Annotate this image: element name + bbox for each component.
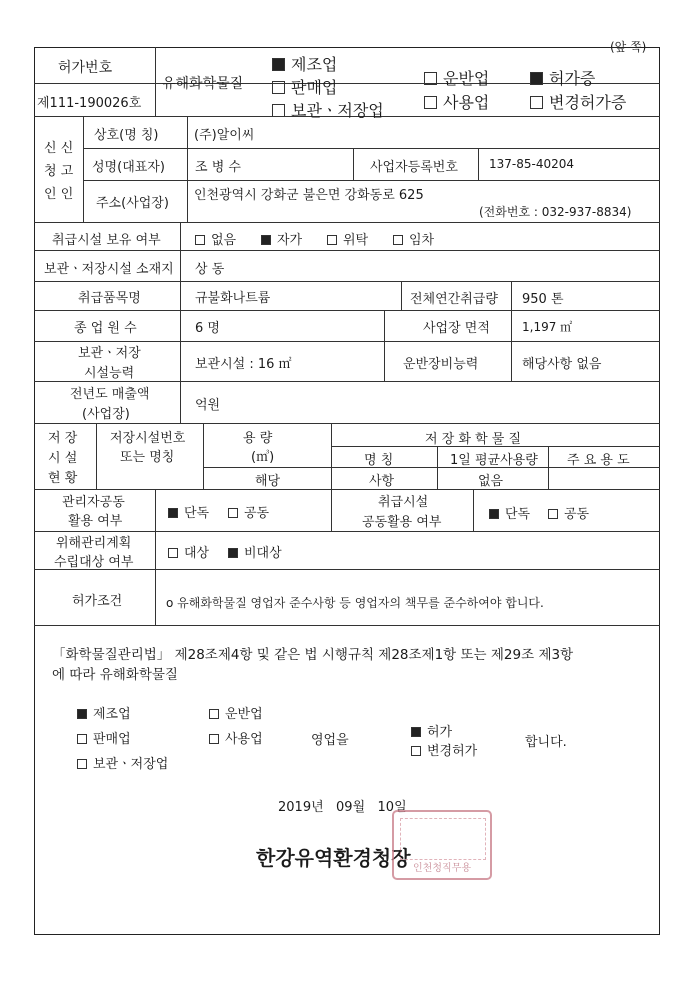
statement-sales (77, 728, 131, 747)
rule (187, 116, 188, 222)
checkbox (393, 235, 403, 245)
checkbox (228, 508, 238, 518)
checkbox (77, 759, 87, 769)
official-seal (392, 810, 492, 880)
permit-number: 제111-190026호 (37, 96, 142, 111)
item-label: 취급품목명 (78, 291, 141, 306)
annual-amount-label: 전체연간취급량 (410, 292, 498, 307)
rule (34, 625, 660, 626)
plan-non-target (228, 542, 282, 561)
checkbox-label: 운반업 (443, 69, 490, 88)
statement-permit (411, 721, 452, 740)
statement-line-2: 에 따라 유해화학물질 (52, 667, 178, 683)
plan-label-2: 수립대상 여부 (54, 555, 134, 570)
checkbox-label: 변경허가 (427, 744, 478, 759)
business-type-use (424, 90, 489, 113)
manager-share-solo (168, 502, 209, 521)
row-text-3: 없음 (478, 474, 504, 489)
area-label: 사업장 면적 (423, 321, 490, 336)
rule (473, 489, 474, 531)
checkbox-label: 제조업 (291, 55, 338, 74)
checkbox (77, 734, 87, 744)
row-text-1: 해당 (255, 474, 281, 489)
facility-no-header-1: 저장시설번호 (110, 431, 186, 446)
checkbox-label: 판매업 (291, 78, 338, 97)
conditions-text: o 유해화학물질 영업자 준수사항 등 영업자의 책무를 준수하여야 합니다. (166, 596, 544, 610)
rule (83, 180, 660, 181)
checkbox (489, 509, 499, 519)
checkbox (411, 746, 421, 756)
storage-location-label: 보관ㆍ저장시설 소재지 (44, 262, 174, 277)
storage-side-1: 저 장 (48, 431, 78, 446)
checkbox (168, 548, 178, 558)
ownership-lease (393, 229, 434, 248)
statement-manufacture (77, 703, 131, 722)
checkbox-label: 공동 (244, 506, 270, 521)
checkbox-label: 보관ㆍ저장업 (93, 757, 169, 772)
address-label: 주소(사업장) (96, 196, 169, 211)
rule (155, 489, 156, 569)
chem-use-header: 주 요 용 도 (567, 453, 630, 468)
checkbox (77, 709, 87, 719)
checkbox-label: 보관ㆍ저장업 (291, 101, 384, 120)
rule (511, 281, 512, 310)
ownership-own (261, 229, 302, 248)
checkbox-label: 없음 (211, 233, 237, 248)
substance-label: 유해화학물질 (162, 76, 244, 92)
manager-share-label-2: 활용 여부 (68, 514, 123, 529)
statement-change-permit (411, 740, 477, 759)
checkbox-label: 허가증 (549, 69, 596, 88)
rule (34, 310, 660, 311)
storage-capacity-value: 보관시설 : 16 ㎡ (195, 357, 292, 372)
ownership-consign (327, 229, 368, 248)
rule (203, 423, 204, 489)
statement-transport (209, 703, 263, 722)
transport-label: 운반장비능력 (403, 357, 479, 372)
rule (437, 446, 438, 489)
company-value: (주)알이씨 (194, 128, 255, 143)
ownership-none (195, 229, 236, 248)
statement-line-1: 「화학물질관리법」 제28조제4항 및 같은 법 시행규칙 제28조제1항 또는 제29조 제3항 (52, 647, 574, 663)
checkbox (424, 72, 437, 85)
cert-type-permit (530, 66, 595, 89)
statement-storage (77, 753, 168, 772)
plan-target (168, 542, 209, 561)
rule (34, 423, 660, 424)
permit-number-label: 허가번호 (58, 60, 113, 76)
rule (155, 569, 156, 625)
capacity-header-1: 용 량 (243, 431, 273, 446)
checkbox (530, 72, 543, 85)
facility-share-solo (489, 503, 530, 522)
rule (34, 489, 660, 490)
seal-text: 인천청직무용 (413, 863, 471, 874)
chem-header: 저 장 화 학 물 질 (425, 432, 522, 447)
rule (34, 250, 660, 251)
phone-value: (전화번호 : 032-937-8834) (479, 205, 632, 219)
rule (155, 47, 156, 116)
checkbox (272, 104, 285, 117)
seal-inner-border (400, 818, 486, 860)
checkbox (530, 96, 543, 109)
bizno-label: 사업자등록번호 (370, 160, 458, 175)
statement-business-word: 영업을 (311, 733, 349, 748)
checkbox (272, 58, 285, 71)
representative-label: 성명(대표자) (92, 160, 165, 175)
rule (34, 222, 660, 223)
facility-share-label-2: 공동활용 여부 (362, 515, 442, 530)
checkbox-label: 변경허가증 (549, 93, 627, 112)
rule (331, 489, 332, 531)
business-type-storage (272, 98, 384, 121)
checkbox (261, 235, 271, 245)
issue-date: 2019년 09월 10일 (278, 800, 407, 815)
rule (384, 310, 385, 381)
rule (83, 116, 84, 222)
storage-side-3: 현 황 (48, 471, 78, 486)
rule (511, 310, 512, 381)
rule (401, 281, 402, 310)
sales-value: 억원 (195, 398, 221, 413)
rule (96, 423, 97, 489)
business-type-transport (424, 66, 489, 89)
company-label: 상호(명 칭) (94, 128, 159, 143)
checkbox-label: 위탁 (343, 233, 369, 248)
manager-share-label-1: 관리자공동 (62, 495, 125, 510)
item-value: 규불화나트륨 (195, 291, 271, 306)
checkbox (228, 548, 238, 558)
address-value: 인천광역시 강화군 불은면 강화동로 625 (194, 188, 424, 203)
storage-location-value: 상 동 (195, 262, 225, 277)
checkbox-label: 운반업 (225, 707, 263, 722)
checkbox-label: 사용업 (225, 732, 263, 747)
checkbox-label: 공동 (564, 507, 590, 522)
checkbox-label: 대상 (184, 546, 210, 561)
checkbox (195, 235, 205, 245)
checkbox-label: 제조업 (93, 707, 131, 722)
rule (34, 381, 660, 382)
checkbox-label: 자가 (277, 233, 303, 248)
rule (83, 148, 660, 149)
cert-type-change (530, 90, 626, 113)
checkbox-label: 사용업 (443, 93, 490, 112)
page-side-label: (앞 쪽) (610, 40, 647, 54)
ownership-label: 취급시설 보유 여부 (52, 233, 161, 248)
capacity-header-2: (㎥) (251, 450, 275, 465)
checkbox-label: 허가 (427, 725, 453, 740)
business-type-manufacture (272, 52, 337, 75)
issuer-name: 한강유역환경청장 (256, 846, 411, 870)
rule (180, 222, 181, 423)
employees-value: 6 명 (195, 321, 220, 336)
facility-share-joint (548, 503, 589, 522)
checkbox (168, 508, 178, 518)
business-type-sales (272, 75, 337, 98)
statement-use (209, 728, 263, 747)
manager-share-joint (228, 502, 269, 521)
sales-label-1: 전년도 매출액 (70, 387, 150, 402)
checkbox-label: 임차 (409, 233, 435, 248)
rule (478, 148, 479, 180)
facility-share-label-1: 취급시설 (378, 495, 429, 510)
annual-amount-value: 950 톤 (522, 292, 564, 307)
rule (331, 423, 332, 489)
rule (34, 281, 660, 282)
checkbox (411, 727, 421, 737)
representative-value: 조 병 수 (195, 160, 241, 175)
plan-label-1: 위해관리계획 (56, 536, 132, 551)
checkbox (209, 709, 219, 719)
checkbox-label: 단독 (505, 507, 531, 522)
bizno-value: 137-85-40204 (489, 157, 575, 171)
checkbox (327, 235, 337, 245)
chem-avg-header: 1일 평균사용량 (450, 453, 538, 468)
row-text-2: 사항 (369, 474, 395, 489)
checkbox (424, 96, 437, 109)
statement-closing: 합니다. (525, 735, 567, 750)
conditions-label: 허가조건 (72, 594, 123, 609)
checkbox-label: 비대상 (244, 546, 282, 561)
rule (353, 148, 354, 180)
sales-label-2: (사업장) (82, 407, 130, 422)
checkbox (548, 509, 558, 519)
storage-side-2: 시 설 (48, 451, 78, 466)
applicant-side-label-3: 인 인 (44, 187, 74, 202)
area-value: 1,197 ㎡ (522, 320, 573, 334)
storage-capacity-label-1: 보관ㆍ저장 (78, 346, 141, 361)
rule (548, 446, 549, 489)
checkbox (272, 81, 285, 94)
employees-label: 종 업 원 수 (74, 321, 137, 336)
facility-no-header-2: 또는 명칭 (120, 450, 175, 465)
storage-capacity-label-2: 시설능력 (84, 366, 135, 381)
applicant-side-label-1: 신 신 (44, 141, 74, 156)
checkbox-label: 단독 (184, 506, 210, 521)
applicant-side-label-2: 청 고 (44, 164, 74, 179)
checkbox-label: 판매업 (93, 732, 131, 747)
chem-name-header: 명 칭 (364, 453, 394, 468)
transport-value: 해당사항 없음 (522, 357, 602, 372)
checkbox (209, 734, 219, 744)
